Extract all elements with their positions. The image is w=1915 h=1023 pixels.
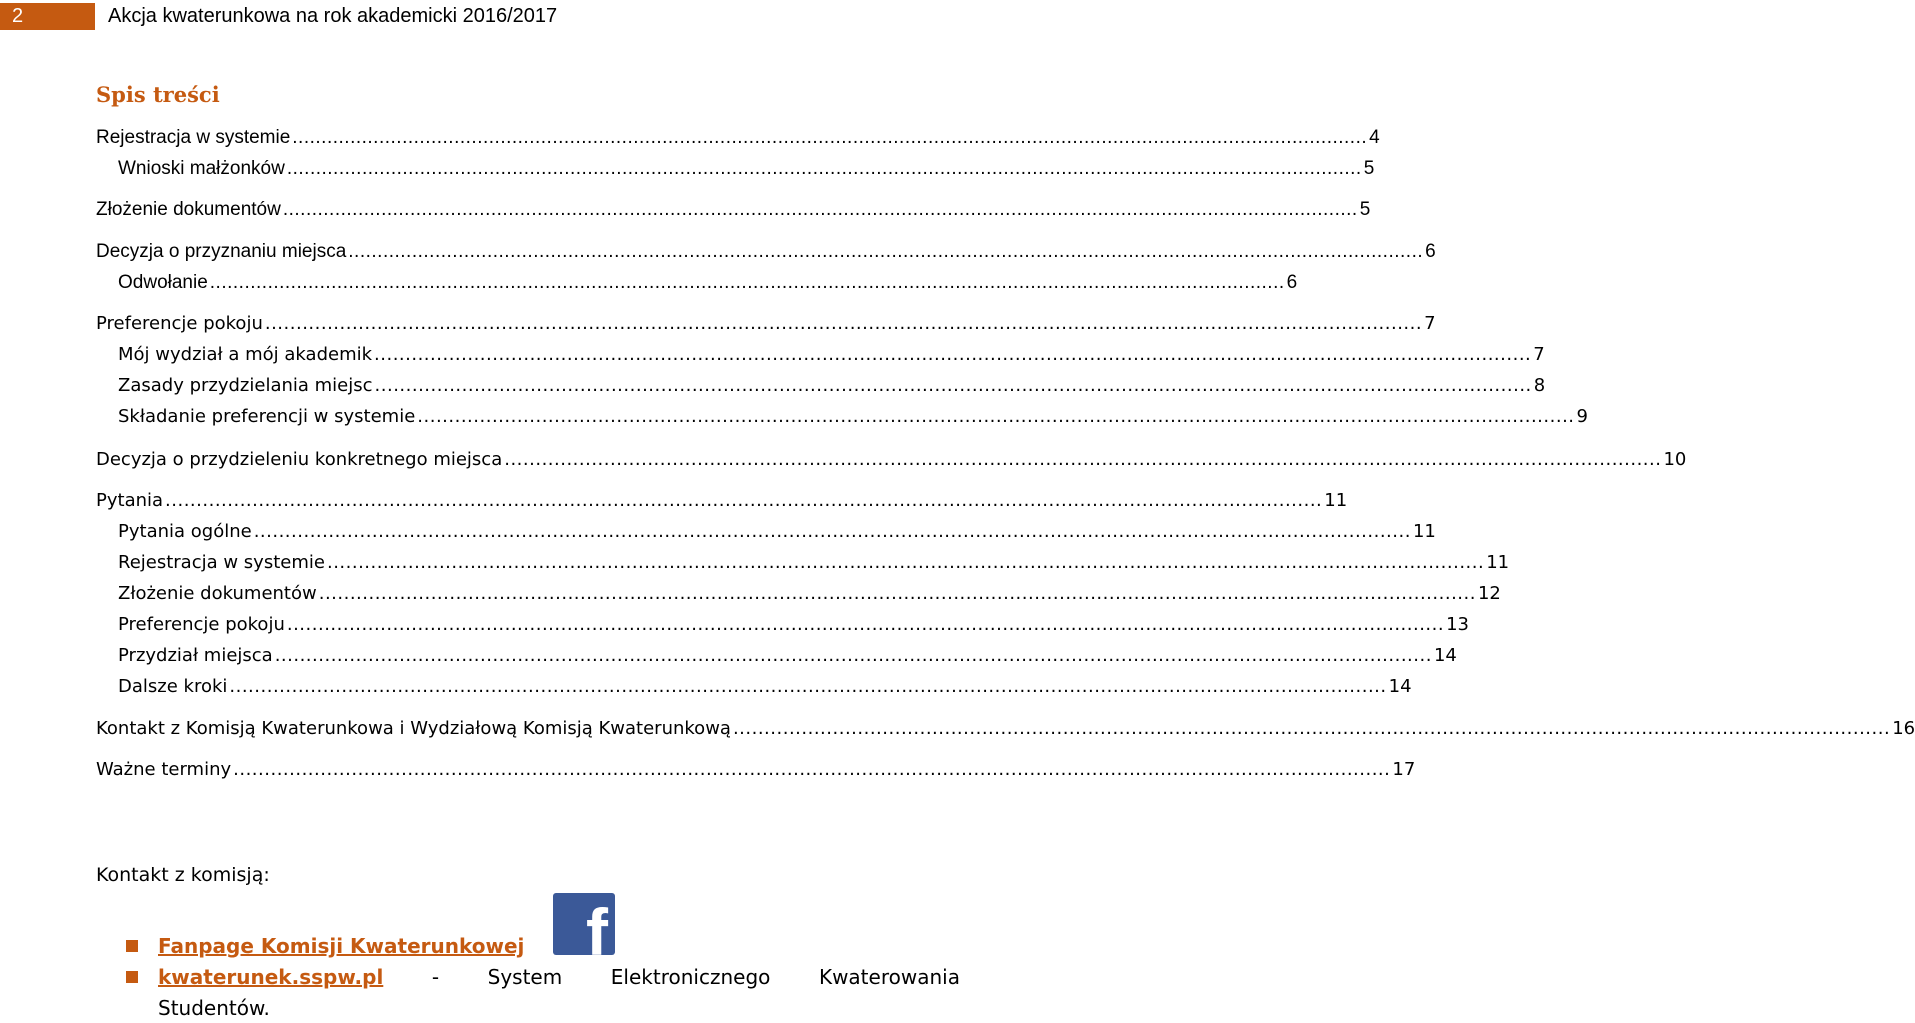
toc-entry-text: Decyzja o przydzieleniu konkretnego miejsca — [96, 449, 503, 470]
toc-leader-dots: .......................................................................................................................................................................................... — [282, 199, 1358, 220]
toc-entry-page: 17 — [1392, 759, 1416, 780]
toc-entry[interactable] — [118, 373, 1546, 399]
site-line — [158, 962, 960, 992]
toc-entry[interactable] — [96, 239, 1436, 265]
toc-entry-page: 8 — [1533, 375, 1546, 396]
toc-entry-text: Mój wydział a mój akademik — [118, 344, 373, 365]
toc-entry[interactable] — [118, 270, 1298, 296]
toc-entry-page: 13 — [1446, 614, 1469, 635]
toc-entry[interactable] — [118, 342, 1545, 368]
toc-entry[interactable] — [118, 612, 1469, 638]
toc-leader-dots: .......................................................................................................................................................................................... — [264, 313, 1423, 334]
document-header-title: Akcja kwaterunkowa na rok akademicki 2016/2017 — [108, 5, 558, 27]
site-desc-word: System — [487, 965, 563, 989]
toc-leader-dots: .......................................................................................................................................................................................... — [374, 344, 1532, 365]
toc-leader-dots: .......................................................................................................................................................................................... — [209, 272, 1285, 293]
toc-entry[interactable] — [118, 550, 1510, 576]
toc-entry-text: Złożenie dokumentów — [96, 199, 281, 220]
toc-entry-text: Preferencje pokoju — [96, 313, 263, 334]
toc-entry[interactable] — [96, 447, 1687, 473]
toc-entry-text: Decyzja o przyznaniu miejsca — [96, 241, 347, 262]
toc-entry-text: Rejestracja w systemie — [96, 127, 291, 148]
toc-entry-text: Rejestracja w systemie — [118, 552, 325, 573]
toc-entry[interactable] — [96, 311, 1436, 337]
toc-leader-dots: .......................................................................................................................................................................................... — [274, 645, 1432, 666]
toc-entry-text: Dalsze kroki — [118, 676, 228, 697]
contact-heading: Kontakt z komisją: — [96, 864, 270, 886]
page-number-badge: 2 — [0, 3, 95, 30]
toc-entry-page: 11 — [1324, 490, 1348, 511]
toc-leader-dots: .......................................................................................................................................................................................... — [348, 241, 1424, 262]
toc-entry-text: Wnioski małżonków — [118, 158, 285, 179]
bullet-square-icon — [126, 940, 138, 952]
toc-entry[interactable] — [118, 643, 1457, 669]
toc-entry[interactable] — [96, 488, 1348, 514]
site-desc-word: - — [431, 965, 440, 989]
toc-entry[interactable] — [118, 156, 1375, 182]
toc-entry-page: 7 — [1424, 313, 1436, 334]
site-desc-word: Elektronicznego — [610, 965, 771, 989]
toc-entry-text: Złożenie dokumentów — [118, 583, 317, 604]
toc-leader-dots: .......................................................................................................................................................................................... — [233, 759, 1391, 780]
toc-heading: Spis treści — [96, 82, 220, 107]
toc-entry-text: Przydział miejsca — [118, 645, 273, 666]
toc-entry-page: 14 — [1388, 676, 1412, 697]
toc-leader-dots: .......................................................................................................................................................................................... — [286, 158, 1362, 179]
toc-leader-dots: .......................................................................................................................................................................................... — [417, 406, 1575, 427]
toc-entry[interactable] — [118, 674, 1412, 700]
toc-entry-page: 6 — [1425, 241, 1436, 262]
toc-leader-dots: .......................................................................................................................................................................................... — [229, 676, 1387, 697]
toc-entry-text: Pytania ogólne — [118, 521, 252, 542]
toc-leader-dots: .......................................................................................................................................................................................... — [374, 375, 1532, 396]
site-desc-word: Kwaterowania — [818, 965, 960, 989]
toc-entry-text: Składanie preferencji w systemie — [118, 406, 416, 427]
toc-entry-text: Odwołanie — [118, 272, 208, 293]
toc-leader-dots: .......................................................................................................................................................................................... — [165, 490, 1323, 511]
toc-entry[interactable] — [96, 757, 1416, 783]
toc-leader-dots: .......................................................................................................................................................................................... — [732, 718, 1891, 739]
site-desc-end: Studentów. — [158, 996, 270, 1020]
toc-leader-dots: .......................................................................................................................................................................................... — [286, 614, 1445, 635]
toc-leader-dots: .......................................................................................................................................................................................... — [504, 449, 1662, 470]
toc-leader-dots: .......................................................................................................................................................................................... — [326, 552, 1485, 573]
toc-leader-dots: .......................................................................................................................................................................................... — [318, 583, 1476, 604]
toc-entry[interactable] — [118, 404, 1588, 430]
toc-entry-page: 7 — [1533, 344, 1545, 365]
toc-leader-dots: .......................................................................................................................................................................................... — [292, 127, 1368, 148]
toc-leader-dots: .......................................................................................................................................................................................... — [253, 521, 1411, 542]
toc-entry-page: 6 — [1286, 272, 1298, 293]
toc-entry-text: Kontakt z Komisją Kwaterunkowa i Wydziałową Komisją Kwaterunkową — [96, 718, 731, 739]
toc-entry-page: 16 — [1892, 718, 1915, 739]
fanpage-line — [158, 931, 524, 961]
toc-entry[interactable] — [118, 519, 1436, 545]
bullet-square-icon — [126, 971, 138, 983]
toc-entry-page: 11 — [1412, 521, 1436, 542]
toc-entry[interactable] — [96, 716, 1915, 742]
toc-entry-page: 12 — [1477, 583, 1501, 604]
toc-entry-page: 11 — [1486, 552, 1510, 573]
toc-entry[interactable] — [96, 197, 1371, 223]
toc-entry-page: 5 — [1363, 158, 1375, 179]
toc-entry-page: 14 — [1433, 645, 1457, 666]
toc-entry-page: 10 — [1663, 449, 1687, 470]
toc-entry-text: Preferencje pokoju — [118, 614, 285, 635]
toc-entry-page: 5 — [1359, 199, 1371, 220]
toc-entry[interactable] — [118, 581, 1501, 607]
site-link[interactable]: kwaterunek.sspw.pl — [158, 965, 384, 989]
toc-entry-page: 4 — [1369, 127, 1380, 148]
toc-entry-text: Pytania — [96, 490, 164, 511]
facebook-icon[interactable]: f — [553, 893, 615, 955]
fanpage-link[interactable]: Fanpage Komisji Kwaterunkowej — [158, 934, 525, 958]
toc-entry-page: 9 — [1576, 406, 1588, 427]
toc-entry[interactable] — [96, 125, 1380, 151]
toc-entry-text: Zasady przydzielania miejsc — [118, 375, 373, 396]
toc-entry-text: Ważne terminy — [96, 759, 232, 780]
